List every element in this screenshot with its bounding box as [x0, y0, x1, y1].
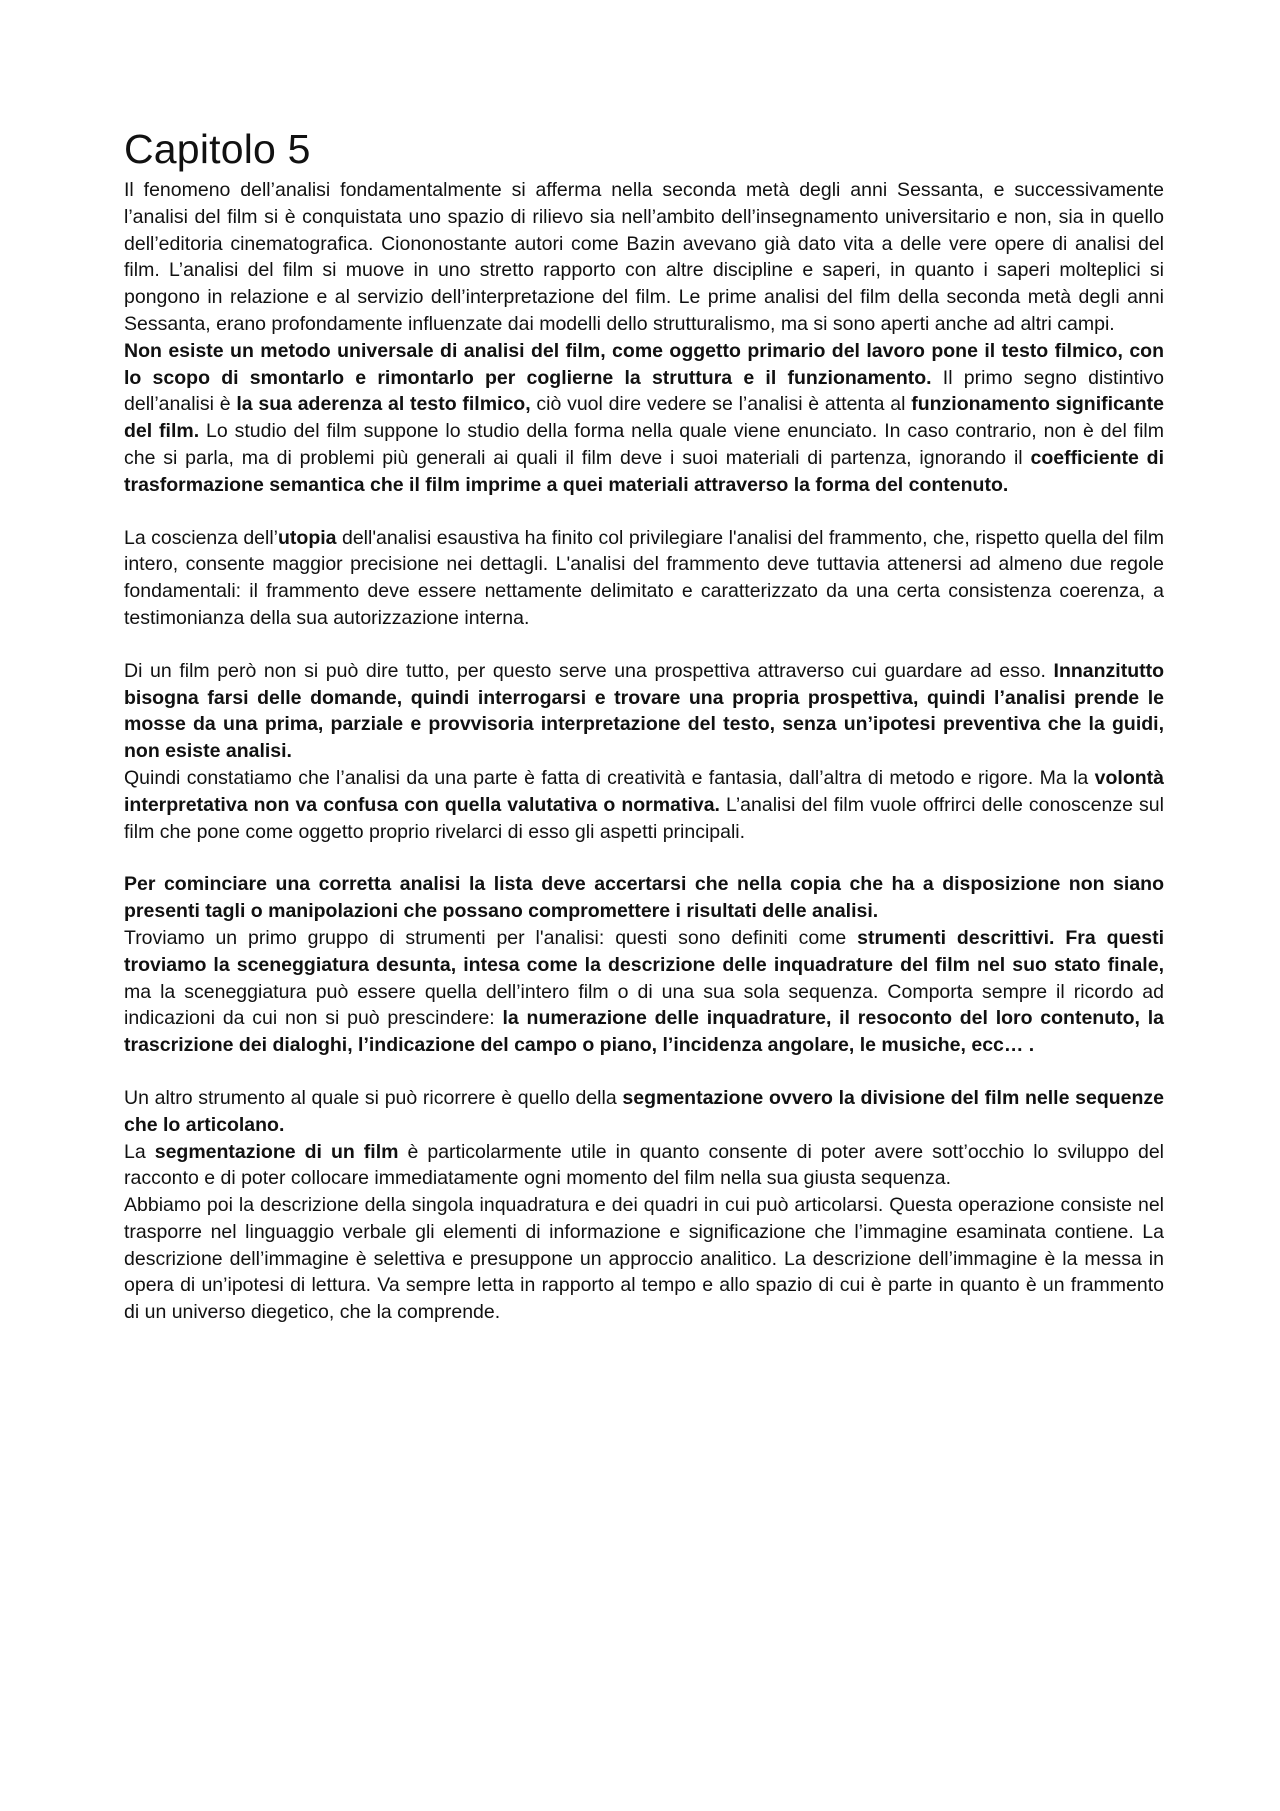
paragraph: [124, 765, 1164, 845]
paragraph: [124, 525, 1164, 632]
paragraph: [124, 925, 1164, 1059]
text-run: Abbiamo poi la descrizione della singola inquadratura e dei quadri in cui può articolarsi. Questa operazione consiste nel trasporre nel linguaggio verbale gli elementi di informazione e significazione che l’immagine esaminata contiene. La descrizione dell’immagine è selettiva e presuppone un approccio analitico. La descrizione dell’immagine è la messa in opera di un’ipotesi di lettura. Va sempre letta in rapporto al tempo e allo spazio di cui è parte in quanto è un frammento di un universo diegetico, che la comprende.: [124, 1194, 1164, 1324]
bold-text: Per cominciare una corretta analisi la lista deve accertarsi che nella copia che ha a disposizione non siano presenti tagli o manipolazioni che possano compromettere i risultati delle analisi.: [124, 873, 1164, 923]
paragraph: [124, 177, 1164, 338]
text-run: Il primo segno distintivo dell’analisi è: [124, 366, 1164, 416]
text-run: L’analisi del film vuole offrirci delle conoscenze sul film che pone come oggetto proprio rivelarci di esso gli aspetti principali.: [124, 793, 1164, 843]
paragraph: [124, 1085, 1164, 1139]
text-run: ciò vuol dire vedere se l’analisi è attenta al: [530, 393, 912, 416]
text-run: Quindi constatiamo che l’analisi da una parte è fatta di creatività e fantasia, dall’altra di metodo e rigore. Ma la: [124, 766, 1095, 789]
bold-text: la numerazione delle inquadrature, il resoconto del loro contenuto, la trascrizione dei dialoghi, l’indicazione del campo o piano, l’incidenza angolare, le musiche, ecc… .: [124, 1007, 1164, 1057]
text-run: è particolarmente utile in quanto consente di poter avere sott’occhio lo sviluppo del racconto e di poter collocare immediatamente ogni momento del film nella sua giusta sequenza.: [124, 1140, 1165, 1190]
text-run: Di un film però non si può dire tutto, per questo serve una prospettiva attraverso cui guardare ad esso.: [124, 659, 1054, 682]
bold-text: segmentazione ovvero la divisione del film nelle sequenze che lo articolano.: [124, 1086, 1164, 1136]
text-run: La coscienza dell’: [124, 526, 279, 549]
bold-text: la sua aderenza al testo filmico,: [236, 393, 531, 416]
text-run: Lo studio del film suppone lo studio della forma nella quale viene enunciato. In caso contrario, non è del film che si parla, ma di problemi più generali ai quali il film deve i suoi materiali di partenza, ignorando il: [124, 420, 1164, 469]
paragraph: [124, 871, 1164, 925]
document-body: [124, 177, 1164, 1326]
bold-text: Innanzitutto bisogna farsi delle domande, quindi interrogarsi e trovare una propria prospettiva, quindi l’analisi prende le mosse da una prima, parziale e provvisoria interpretazione del testo, senza un’ipotesi preventiva che la guidi, non esiste analisi.: [124, 659, 1164, 763]
page-title: Capitolo 5: [124, 126, 311, 172]
bold-text: funzionamento significante del film.: [124, 393, 1164, 443]
paragraph: [124, 338, 1164, 499]
text-run: ma la sceneggiatura può essere quella dell’intero film o di una sua sola sequenza. Comporta sempre il ricordo ad indicazioni da cui non si può prescindere:: [124, 980, 1164, 1030]
bold-text: volontà interpretativa non va confusa con quella valutativa o normativa.: [124, 766, 1164, 816]
bold-text: segmentazione di un film: [154, 1140, 399, 1163]
paragraph: [124, 1192, 1164, 1326]
paragraph: [124, 1139, 1164, 1193]
bold-text: utopia: [278, 526, 337, 549]
text-run: Il fenomeno dell’analisi fondamentalmente si afferma nella seconda metà degli anni Sessanta, e successivamente l’analisi del film si è conquistata uno spazio di rilievo sia nell’ambito dell’insegnamento universitario e non, sia in quello dell’editoria cinematografica. Ciononostante autori come Bazin avevano già dato vita a delle vere opere di analisi del film. L’analisi del film si muove in uno stretto rapporto con altre discipline e saperi, in quanto i saperi molteplici si pongono in relazione e al servizio dell’interpretazione del film. Le prime analisi del film della seconda metà degli anni Sessanta, erano profondamente influenzate dai modelli dello strutturalismo, ma si sono aperti anche ad altri campi.: [124, 179, 1164, 335]
text-run: dell'analisi esaustiva ha finito col privilegiare l'analisi del frammento, che, rispetto quella del film intero, consente maggior precisione nei dettagli. L'analisi del frammento deve tuttavia attenersi ad almeno due regole fondamentali: il frammento deve essere nettamente delimitato e caratterizzato da una certa consistenza coerenza, a testimonianza della sua autorizzazione interna.: [124, 526, 1164, 629]
text-run: Troviamo un primo gruppo di strumenti per l'analisi: questi sono definiti come: [124, 926, 858, 949]
text-run: Un altro strumento al quale si può ricorrere è quello della: [124, 1086, 623, 1109]
bold-text: coefficiente di trasformazione semantica che il film imprime a quei materiali attraverso la forma del contenuto.: [124, 446, 1164, 496]
bold-text: Non esiste un metodo universale di analisi del film, come oggetto primario del lavoro pone il testo filmico, con lo scopo di smontarlo e rimontarlo per coglierne la struttura e il funzionamento.: [124, 339, 1164, 389]
paragraph: [124, 658, 1164, 765]
bold-text: strumenti descrittivi. Fra questi troviamo la sceneggiatura desunta, intesa come la descrizione delle inquadrature del film nel suo stato finale,: [124, 926, 1164, 976]
text-run: La: [124, 1140, 155, 1163]
